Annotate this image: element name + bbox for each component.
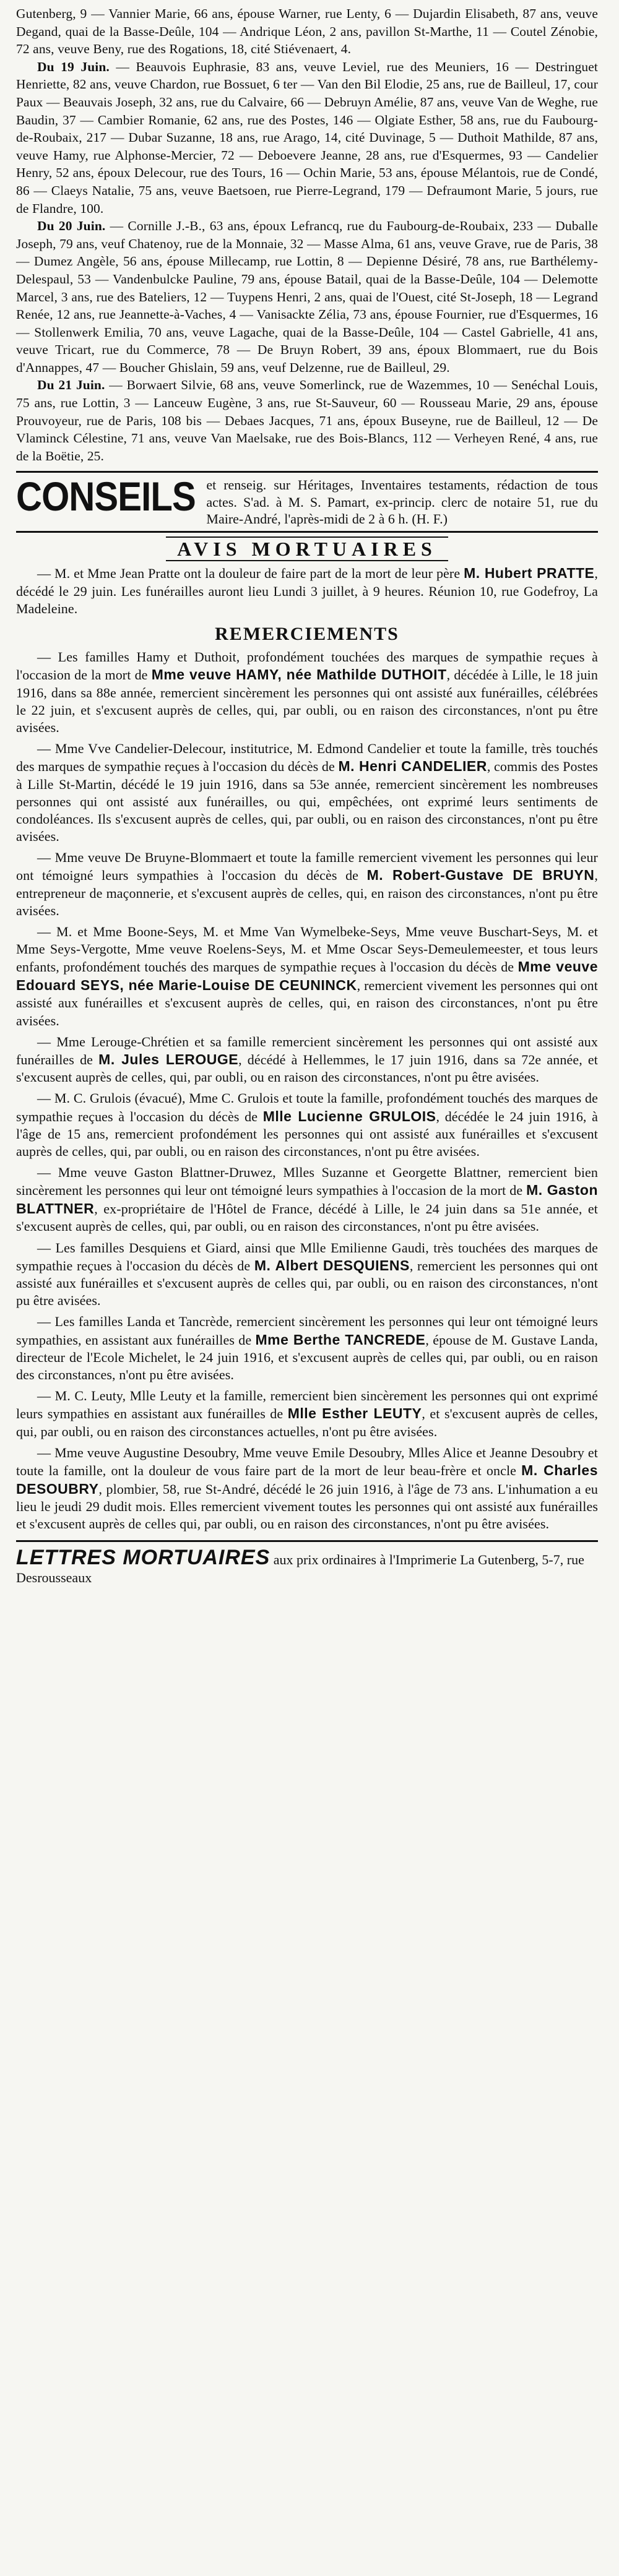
- notice-text: — Les familles Desquiens et Giard, ainsi que Mlle Emilienne Gaudi, très touchées des marques de sympathie reçues à l'occasion du décès de: [16, 1239, 598, 1273]
- notice: [16, 1033, 598, 1087]
- notice: [16, 1387, 598, 1441]
- deaths-paragraph: [16, 58, 598, 217]
- remerciements-list: [16, 648, 598, 1533]
- notice-text: , ex-propriétaire de l'Hôtel de France, décédé à Lille, le 24 juin dans sa 51e année, et s'excusent auprès de celles, qui, par oubli, ou en raison des circonstances, n'ont pu être avisées.: [16, 1200, 598, 1234]
- notice-text: , commis des Postes à Lille St-Martin, décédé le 19 juin 1916, dans sa 53e année, remercient sincèrement les nombreuses personnes qui ont assisté aux funérailles, ou qui, empêchées, ont exprimé leurs sentiments de condoléances. Ils s'excusent auprès de celles, qui, par oubli, ou en raison des circonstances, n'ont pu être avisées.: [16, 759, 599, 845]
- notice: [16, 564, 598, 618]
- notice-text: — Les familles Hamy et Duthoit, profondément touchées des marques de sympathie reçues à l'occasion de la mort de: [16, 648, 598, 683]
- notice: [16, 923, 598, 1030]
- deceased-name: Mme veuve Edouard SEYS, née Marie-Louise DE CEUNINCK: [16, 958, 598, 993]
- section-title: [16, 538, 598, 561]
- notice-text: — Mme veuve Gaston Blattner-Druwez, Mlles Suzanne et Georgette Blattner, remercient bien sincèrement les personnes qui leur ont témoigné leurs sympathies à l'occasion de la mort de: [16, 1165, 598, 1199]
- notice: [16, 1239, 598, 1310]
- notice-text: , remercient les personnes qui ont assisté aux funérailles et s'excusent auprès de celles qui, par oubli, ou en raison des circonstances, n'ont pu être avisées.: [16, 1257, 598, 1309]
- notice-text: , remercient vivement les personnes qui ont assisté aux funérailles et s'excusent auprès de celles, qui, en raison des circonstances, n'ont pu être avisées.: [16, 977, 598, 1028]
- notice-text: — Les familles Landa et Tancrède, remercient sincèrement les personnes qui leur ont témoigné leurs sympathies, en assistant aux funérailles de: [16, 1314, 598, 1348]
- deaths-paragraph: [16, 217, 598, 376]
- notice: [16, 1444, 598, 1533]
- deaths-text: — Borwaert Silvie, 68 ans, veuve Somerlinck, rue de Wazemmes, 10 — Senéchal Louis, 75 ans, rue Lottin, 3 — Lanceuw Eugène, 3 ans, rue St-Sauveur, 60 — Rousseau Marie, 29 ans, épouse Prouvoyeur, rue de Paris, 108 bis — Debaes Jacques, 71 ans, époux Buseyne, rue de Bailleul, 12 — De Vlaminck Célestine, 71 ans, veuve Van Maelsake, rue des Bois-Blancs, 112 — Verheyen René, 4 ans, rue de la Boëtie, 25.: [16, 377, 598, 463]
- notice-text: — M. et Mme Jean Pratte ont la douleur de faire part de la mort de leur père: [37, 566, 464, 582]
- deaths-text: Gutenberg, 9 — Vannier Marie, 66 ans, épouse Warner, rue Lenty, 6 — Dujardin Elisabeth, 87 ans, veuve Degand, quai de la Basse-Deûle, 104 — Andrique Léon, 2 ans, pavillon St-Marthe, 11 — Coutel Zénobie, 72 ans, veuve Beny, rue des Rogations, 18, cité Stiévenaert, 4.: [16, 6, 598, 57]
- deaths-date: Du 19 Juin.: [37, 59, 110, 74]
- deceased-name: Mlle Esther LEUTY: [287, 1405, 422, 1422]
- notice: [16, 740, 598, 845]
- deceased-name: M. Robert-Gustave DE BRUYN: [366, 867, 595, 884]
- notice-text: — M. et Mme Boone-Seys, M. et Mme Van Wymelbeke-Seys, Mme veuve Buschart-Seys, M. et Mme Seys-Vergotte, Mme veuve Roelens-Seys, M. et Mme Oscar Seys-Demeulemeester, et tous leurs enfants, profondément touchés des marques de sympathie reçues à l'occasion du décès de: [16, 924, 598, 975]
- remerciements: [16, 624, 598, 1533]
- notice-text: , épouse de M. Gustave Landa, directeur de l'Ecole Michelet, le 24 juin 1916, et s'excusent auprès de celles qui, par oubli, ou en raison des circonstances, n'ont pu être avisées.: [16, 1332, 598, 1383]
- deaths-date: Du 20 Juin.: [37, 218, 106, 234]
- notice: [16, 648, 598, 736]
- ad-headline: CONSEILS: [16, 473, 196, 520]
- deaths-paragraph: [16, 376, 598, 465]
- notice-text: — M. C. Leuty, Mlle Leuty et la famille, remercient bien sincèrement les personnes qui ont exprimé leurs sympathies en assistant aux funérailles de: [16, 1388, 598, 1422]
- deceased-name: M. Hubert PRATTE: [464, 565, 595, 582]
- notice-text: — M. C. Grulois (évacué), Mme C. Grulois et toute la famille, profondément touchés des marques de sympathie reçues à l'occasion du décès de: [16, 1090, 598, 1124]
- deceased-name: M. Jules LEROUGE: [98, 1051, 239, 1067]
- section-title-text: AVIS MORTUAIRES: [166, 536, 448, 561]
- deceased-name: Mme veuve HAMY, née Mathilde DUTHOIT: [151, 666, 447, 683]
- ad-text: et renseig. sur Héritages, Inventaires testaments, rédaction de tous actes. S'ad. à M. S. Pamart, ex-princip. clerc de notaire 51, rue du Maire-André, l'après-midi de 2 à 6 h. (H. F.): [206, 477, 598, 527]
- notice-text: , décédé à Hellemmes, le 17 juin 1916, dans sa 72e année, et s'excusent auprès de celles, qui, par oubli, ou en raison des circonstances, n'ont pu être avisées.: [16, 1051, 599, 1085]
- deceased-name: M. Albert DESQUIENS: [254, 1257, 410, 1273]
- notice: [16, 849, 598, 920]
- notice: [16, 1313, 598, 1384]
- deceased-name: Mme Berthe TANCREDE: [255, 1331, 426, 1348]
- notice-text: — Mme Lerouge-Chrétien et sa famille remercient sincèrement les personnes qui ont assisté aux funérailles de: [16, 1033, 598, 1067]
- deaths-text: — Cornille J.-B., 63 ans, époux Lefrancq, rue du Faubourg-de-Roubaix, 233 — Duballe Joseph, 79 ans, veuf Chatenoy, rue de la Monnaie, 32 — Masse Alma, 61 ans, veuve Grave, rue de Paris, 38 — Dumez Angèle, 56 ans, épouse Millecamp, rue Lottin, 8 — Depienne Désiré, 78 ans, rue Barthélemy-Delespaul, 53 — Vandenbulcke Pauline, 79 ans, épouse Batail, quai de la Basse-Deûle, 104 — Delemotte Marcel, 3 ans, rue des Bateliers, 12 — Tuypens Henri, 2 ans, quai de l'Ouest, cité St-Joseph, 18 — Legrand Renée, 12 ans, rue Jeannette-à-Vaches, 4 — Vanisackte Zélia, 73 ans, épouse Fournier, rue d'Esquermes, 16 — Stollenwerk Emilia, 70 ans, veuve Lagache, quai de la Basse-Deûle, 104 — Castel Gabrielle, 41 ans, veuve Tricart, rue du Commerce, 78 — De Bruyn Robert, 39 ans, époux Blommaert, rue du Bois d'Annappes, 47 — Boucher Ghislain, 59 ans, veuf Delzenne, rue de Bailleul, 29.: [16, 218, 598, 375]
- notice-text: — Mme veuve Augustine Desoubry, Mme veuve Emile Desoubry, Mlles Alice et Jeanne Desoubry et toute la famille, ont la douleur de vous faire part de la mort de leur beau-frère et oncle: [16, 1445, 598, 1479]
- notice-text: — Mme veuve De Bruyne-Blommaert et toute la famille remercient vivement les personnes qui leur ont témoigné leurs sympathies à l'occasion du décès de: [16, 850, 598, 884]
- deceased-name: M. Gaston BLATTNER: [16, 1182, 599, 1217]
- notice-text: , et s'excusent auprès de celles, qui, par oubli, ou en raison des circonstances actuelles, n'ont pu être avisées.: [16, 1406, 599, 1439]
- deceased-name: Mlle Lucienne GRULOIS: [262, 1108, 436, 1124]
- notice-text: , décédé le 29 juin. Les funérailles auront lieu Lundi 3 juillet, à 9 heures. Réunion 10, rue Godefroy, La Madeleine.: [16, 566, 599, 616]
- deaths-text: — Beauvois Euphrasie, 83 ans, veuve Leviel, rue des Meuniers, 16 — Destringuet Henriette, 82 ans, veuve Chardon, rue Bossuet, 6 ter — Van den Bil Elodie, 25 ans, rue de Bailleul, 17, cour Paux — Beauvais Joseph, 32 ans, rue du Calvaire, 66 — Debruyn Amélie, 87 ans, veuve Van de Weghe, rue Baudin, 37 — Cambier Romanie, 62 ans, rue des Postes, 146 — Olgiate Esther, 58 ans, rue du Faubourg-de-Roubaix, 217 — Dubar Suzanne, 18 ans, rue Arago, 14, cité Duvinage, 5 — Duthoit Mathilde, 87 ans, veuve Hamy, rue Alphonse-Mercier, 72 — Deboevere Jeanne, 28 ans, rue d'Esquermes, 93 — Candelier Henry, 52 ans, époux Delecour, rue des Tours, 16 — Ochin Marie, 53 ans, épouse Mélantois, rue de Condé, 86 — Claeys Natalie, 75 ans, veuve Baetsoen, rue Pierre-Legrand, 179 — Defraumont Marie, 5 jours, rue de Flandre, 100.: [16, 59, 598, 216]
- deceased-name: M. Henri CANDELIER: [338, 758, 487, 775]
- notice-text: , plombier, 58, rue St-André, décédé le 26 juin 1916, à l'âge de 73 ans. L'inhumation a eu lieu le jeudi 29 dudit mois. Elles remercient vivement toutes les personnes qui ont assisté aux funérailles et s'excusent auprès de celles qui, par oubli, ou en raison des circonstances, n'ont pu être avisées.: [16, 1481, 598, 1532]
- notice-text: — Mme Vve Candelier-Delecour, institutrice, M. Edmond Candelier et toute la famille, très touchés des marques de sympathie reçues à l'occasion du décès de: [16, 741, 598, 775]
- main-column: [16, 5, 598, 1586]
- notice-text: , décédée à Lille, le 18 juin 1916, dans sa 88e année, remercient sincèrement les personnes qui ont assisté aux funérailles, célébrées le 22 juin, et s'excusent auprès de celles, qui, par oubli, ou en raison des circonstances, n'ont pu être avisées.: [16, 667, 598, 735]
- conseils-advertisement: [16, 471, 598, 533]
- deaths-date: Du 21 Juin.: [37, 377, 105, 393]
- notice-text: , décédée le 24 juin 1916, à l'âge de 15 ans, remercient profondément les personnes qui ont assisté aux funérailles et s'excusent auprès de celles, qui, par oubli, ou en raison des circonstances, n'ont pu être avisées.: [16, 1108, 598, 1160]
- section-title: REMERCIEMENTS: [215, 623, 399, 644]
- footer-advert: [16, 1540, 598, 1586]
- notice: [16, 1090, 598, 1160]
- notice: [16, 1164, 598, 1235]
- deaths-list: [16, 5, 598, 465]
- notice-text: , entrepreneur de maçonnerie, et s'excusent auprès de celles, qui, en raison des circonstances, n'ont pu être avisées.: [16, 868, 598, 919]
- deceased-name: M. Charles DESOUBRY: [16, 1462, 598, 1497]
- deaths-paragraph: [16, 5, 598, 58]
- footer-text: aux prix ordinaires à l'Imprimerie La Gutenberg, 5-7, rue Desrousseaux: [16, 1552, 584, 1586]
- footer-title: LETTRES MORTUAIRES: [16, 1546, 271, 1570]
- avis-mortuaires: [16, 538, 598, 618]
